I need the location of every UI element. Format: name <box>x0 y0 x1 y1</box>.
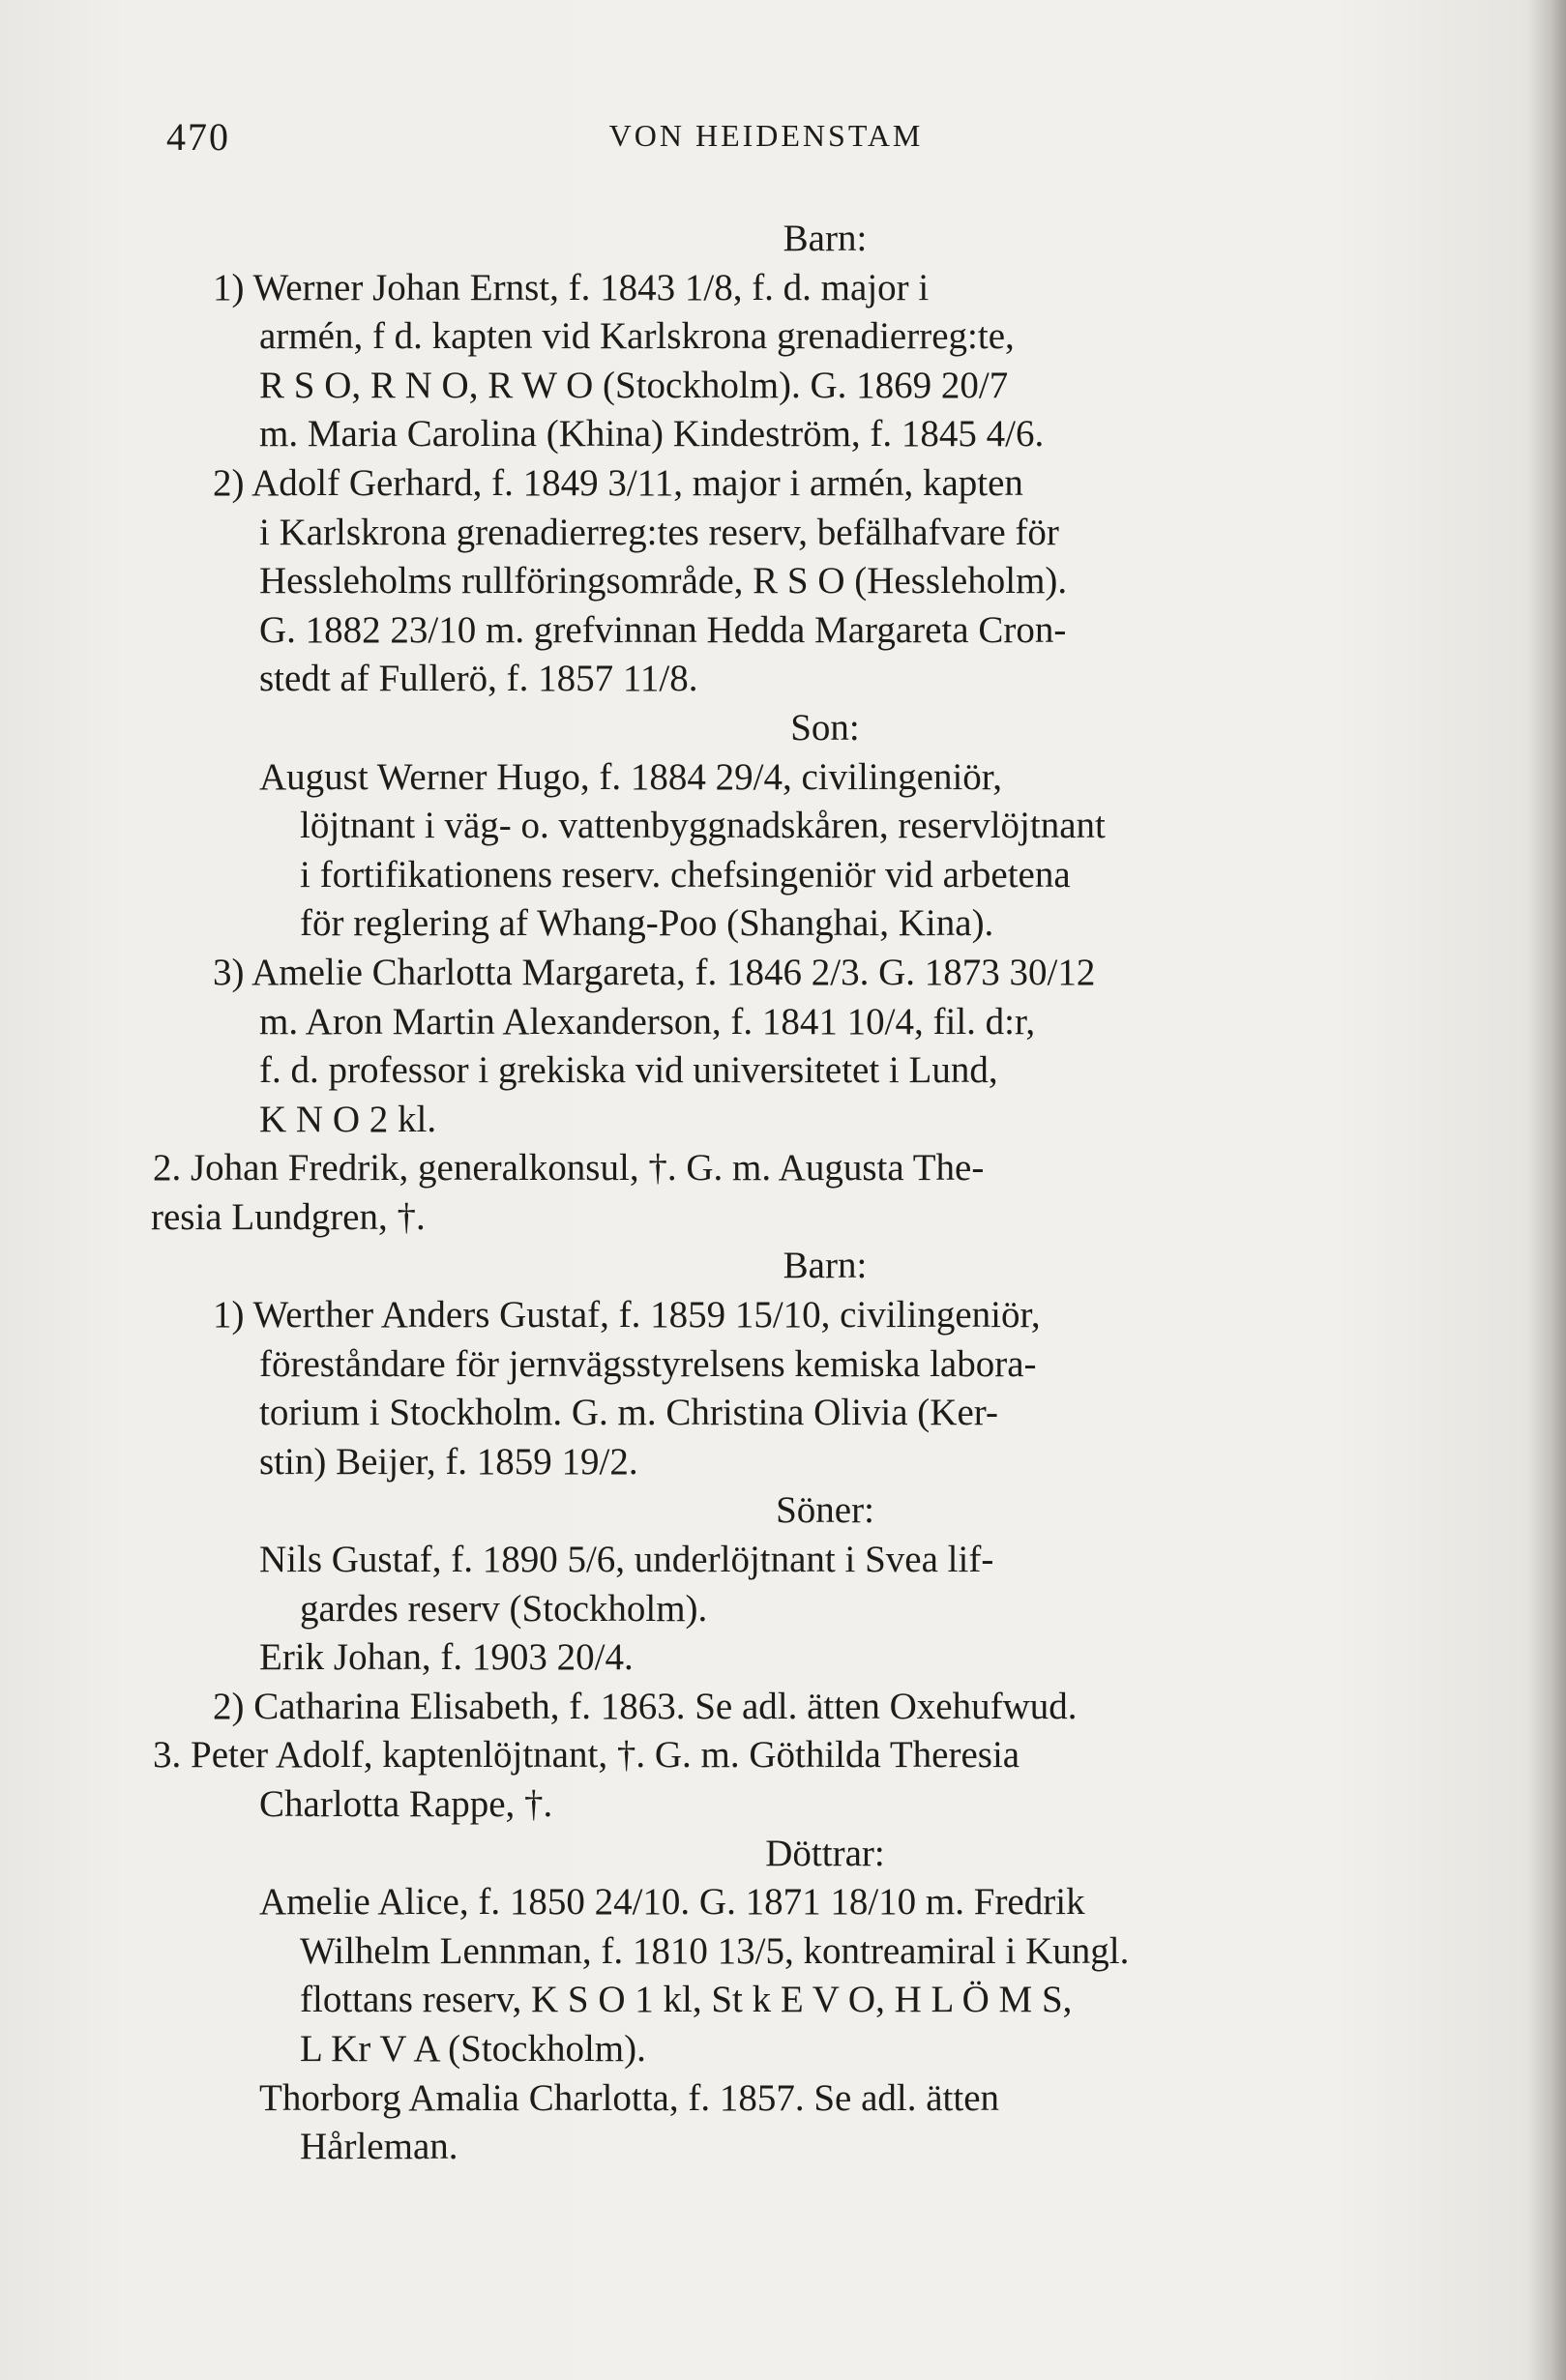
page-header <box>166 114 1366 172</box>
entry-line: 1) Werther Anders Gustaf, f. 1859 15/10, civilingeniör, <box>213 1294 1041 1337</box>
section-heading-barn: Barn: <box>783 218 868 259</box>
entry-line: Wilhelm Lennman, f. 1810 13/5, kontreamiral i Kungl. <box>300 1929 1130 1972</box>
entry-line: stin) Beijer, f. 1859 19/2. <box>259 1440 638 1483</box>
entry-line: stedt af Fullerö, f. 1857 11/8. <box>259 658 698 700</box>
entry-line: Hårleman. <box>300 2126 458 2168</box>
entry-line: Hessleholms rullföringsområde, R S O (Hessleholm). <box>259 560 1068 602</box>
entry-line: löjtnant i väg- o. vattenbyggnadskåren, reservlöjtnant <box>300 805 1106 847</box>
entry-line: torium i Stockholm. G. m. Christina Olivia (Ker- <box>259 1392 998 1434</box>
entry-line: i Karlskrona grenadierreg:tes reserv, befälhafvare för <box>259 511 1059 553</box>
entry-line: 2) Catharina Elisabeth, f. 1863. Se adl. ätten Oxehufwud. <box>213 1685 1078 1727</box>
entry-line: Amelie Alice, f. 1850 24/10. G. 1871 18/10 m. Fredrik <box>259 1881 1085 1924</box>
section-heading-barn: Barn: <box>783 1245 868 1287</box>
entry-line: 3. Peter Adolf, kaptenlöjtnant, †. G. m. Göthilda Theresia <box>153 1734 1020 1777</box>
section-heading-dottrar: Döttrar: <box>765 1832 885 1874</box>
page-number: 470 <box>166 115 230 159</box>
entry-line: gardes reserv (Stockholm). <box>300 1587 708 1630</box>
section-heading-soner: Söner: <box>776 1489 874 1532</box>
entry-line: Erik Johan, f. 1903 20/4. <box>259 1636 634 1679</box>
entry-line: flottans reserv, K S O 1 kl, St k E V O, H L Ö M S, <box>300 1979 1073 2021</box>
section-heading-son: Son: <box>790 706 860 749</box>
entry-line: föreståndare för jernvägsstyrelsens kemiska labora- <box>259 1342 1037 1385</box>
entry-line: Charlotta Rappe, †. <box>259 1783 553 1825</box>
entry-line: m. Aron Martin Alexanderson, f. 1841 10/4, fil. d:r, <box>259 1000 1036 1043</box>
running-head: VON HEIDENSTAM <box>608 118 924 153</box>
entry-line: för reglering af Whang-Poo (Shanghai, Kina). <box>300 902 994 945</box>
page-spine-shadow <box>1527 0 1566 2380</box>
entry-line: R S O, R N O, R W O (Stockholm). G. 1869 20/7 <box>259 364 1009 406</box>
entry-line: 2) Adolf Gerhard, f. 1849 3/11, major i armén, kapten <box>213 461 1023 504</box>
entry-line: f. d. professor i grekiska vid universitetet i Lund, <box>259 1049 998 1092</box>
entry-line: Thorborg Amalia Charlotta, f. 1857. Se adl. ätten <box>259 2076 1000 2119</box>
genealogy-text <box>151 215 1391 2172</box>
entry-line: i fortifikationens reserv. chefsingeniör vid arbetena <box>300 853 1071 896</box>
entry-line: Nils Gustaf, f. 1890 5/6, underlöjtnant i Svea lif- <box>259 1539 994 1581</box>
entry-line: L Kr V A (Stockholm). <box>300 2027 646 2070</box>
entry-line: resia Lundgren, †. <box>151 1195 426 1238</box>
entry-line: August Werner Hugo, f. 1884 29/4, civilingeniör, <box>259 755 1002 798</box>
entry-line: armén, f d. kapten vid Karlskrona grenadierreg:te, <box>259 315 1015 358</box>
entry-line: K N O 2 kl. <box>259 1098 437 1140</box>
entry-line: 1) Werner Johan Ernst, f. 1843 1/8, f. d. major i <box>213 266 930 309</box>
entry-line: G. 1882 23/10 m. grefvinnan Hedda Margareta Cron- <box>259 608 1067 651</box>
entry-line: 2. Johan Fredrik, generalkonsul, †. G. m. Augusta The- <box>153 1147 985 1190</box>
entry-line: 3) Amelie Charlotta Margareta, f. 1846 2/3. G. 1873 30/12 <box>213 951 1096 993</box>
entry-line: m. Maria Carolina (Khina) Kindeström, f. 1845 4/6. <box>259 413 1045 455</box>
